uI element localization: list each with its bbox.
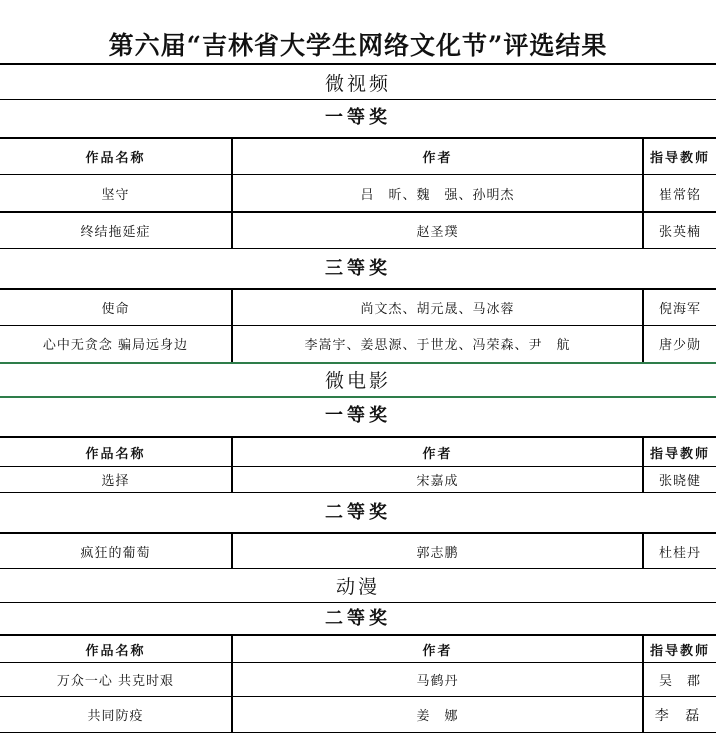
row-author: 郭志鹏 <box>416 545 459 561</box>
row-work: 使命 <box>101 302 130 317</box>
row-author: 赵圣璞 <box>416 225 459 240</box>
row-work: 共同防疫 <box>87 709 144 724</box>
award-title: 三等奖 <box>325 258 391 279</box>
header-author: 作者 <box>422 643 453 659</box>
rule <box>0 248 716 249</box>
row-teacher: 张英楠 <box>658 225 701 240</box>
header-teacher: 指导教师 <box>649 446 710 462</box>
row-work: 终结拖延症 <box>80 225 151 240</box>
row-author: 吕 昕、魏 强、孙明杰 <box>360 187 515 203</box>
row-work: 选择 <box>101 474 130 489</box>
row-work: 心中无贪念 骗局远身边 <box>42 338 189 353</box>
header-work: 作品名称 <box>85 446 146 462</box>
row-work: 坚守 <box>101 187 130 203</box>
column-rule <box>231 137 233 248</box>
header-teacher: 指导教师 <box>649 151 710 166</box>
header-teacher: 指导教师 <box>649 643 710 659</box>
column-rule <box>231 634 233 732</box>
row-author: 尚文杰、胡元晟、马冰蓉 <box>360 302 515 317</box>
row-author: 马鹤丹 <box>416 674 459 689</box>
row-teacher: 张晓健 <box>658 474 701 489</box>
row-teacher: 杜桂丹 <box>658 545 701 561</box>
column-rule <box>642 634 644 732</box>
header-author: 作者 <box>422 446 453 462</box>
column-rule <box>642 532 644 568</box>
row-teacher: 李 磊 <box>654 707 706 724</box>
header-author: 作者 <box>422 151 453 166</box>
row-teacher: 倪海军 <box>658 302 701 317</box>
column-rule <box>231 436 233 492</box>
award-title: 一等奖 <box>325 107 391 128</box>
rule <box>0 492 716 493</box>
header-work: 作品名称 <box>85 151 146 166</box>
row-work: 疯狂的葡萄 <box>80 545 151 561</box>
row-teacher: 唐少勋 <box>658 338 701 353</box>
column-rule <box>231 532 233 568</box>
rule <box>0 568 716 569</box>
award-title: 一等奖 <box>325 405 391 426</box>
row-teacher: 吴 郡 <box>658 674 701 689</box>
rule <box>0 99 716 100</box>
header-work: 作品名称 <box>85 643 146 659</box>
column-rule <box>642 288 644 362</box>
column-rule <box>642 436 644 492</box>
category-title: 微电影 <box>324 370 391 392</box>
rule <box>0 602 716 603</box>
rule <box>0 732 716 733</box>
rule <box>0 63 716 65</box>
award-title: 二等奖 <box>325 502 391 523</box>
section-divider <box>0 396 716 398</box>
section-divider <box>0 362 716 364</box>
column-rule <box>642 137 644 248</box>
column-rule <box>231 288 233 362</box>
page-title: 第六届“吉林省大学生网络文化节”评选结果 <box>108 31 608 60</box>
row-teacher: 崔常铭 <box>658 187 701 203</box>
row-author: 宋嘉成 <box>416 474 459 489</box>
row-work: 万众一心 共克时艰 <box>56 674 175 689</box>
row-author: 姜 娜 <box>416 709 459 724</box>
category-title: 动漫 <box>335 576 380 598</box>
row-author: 李嵩宇、姜思源、于世龙、冯荣森、尹 航 <box>304 338 571 353</box>
category-title: 微视频 <box>324 73 391 95</box>
award-title: 二等奖 <box>325 608 391 629</box>
